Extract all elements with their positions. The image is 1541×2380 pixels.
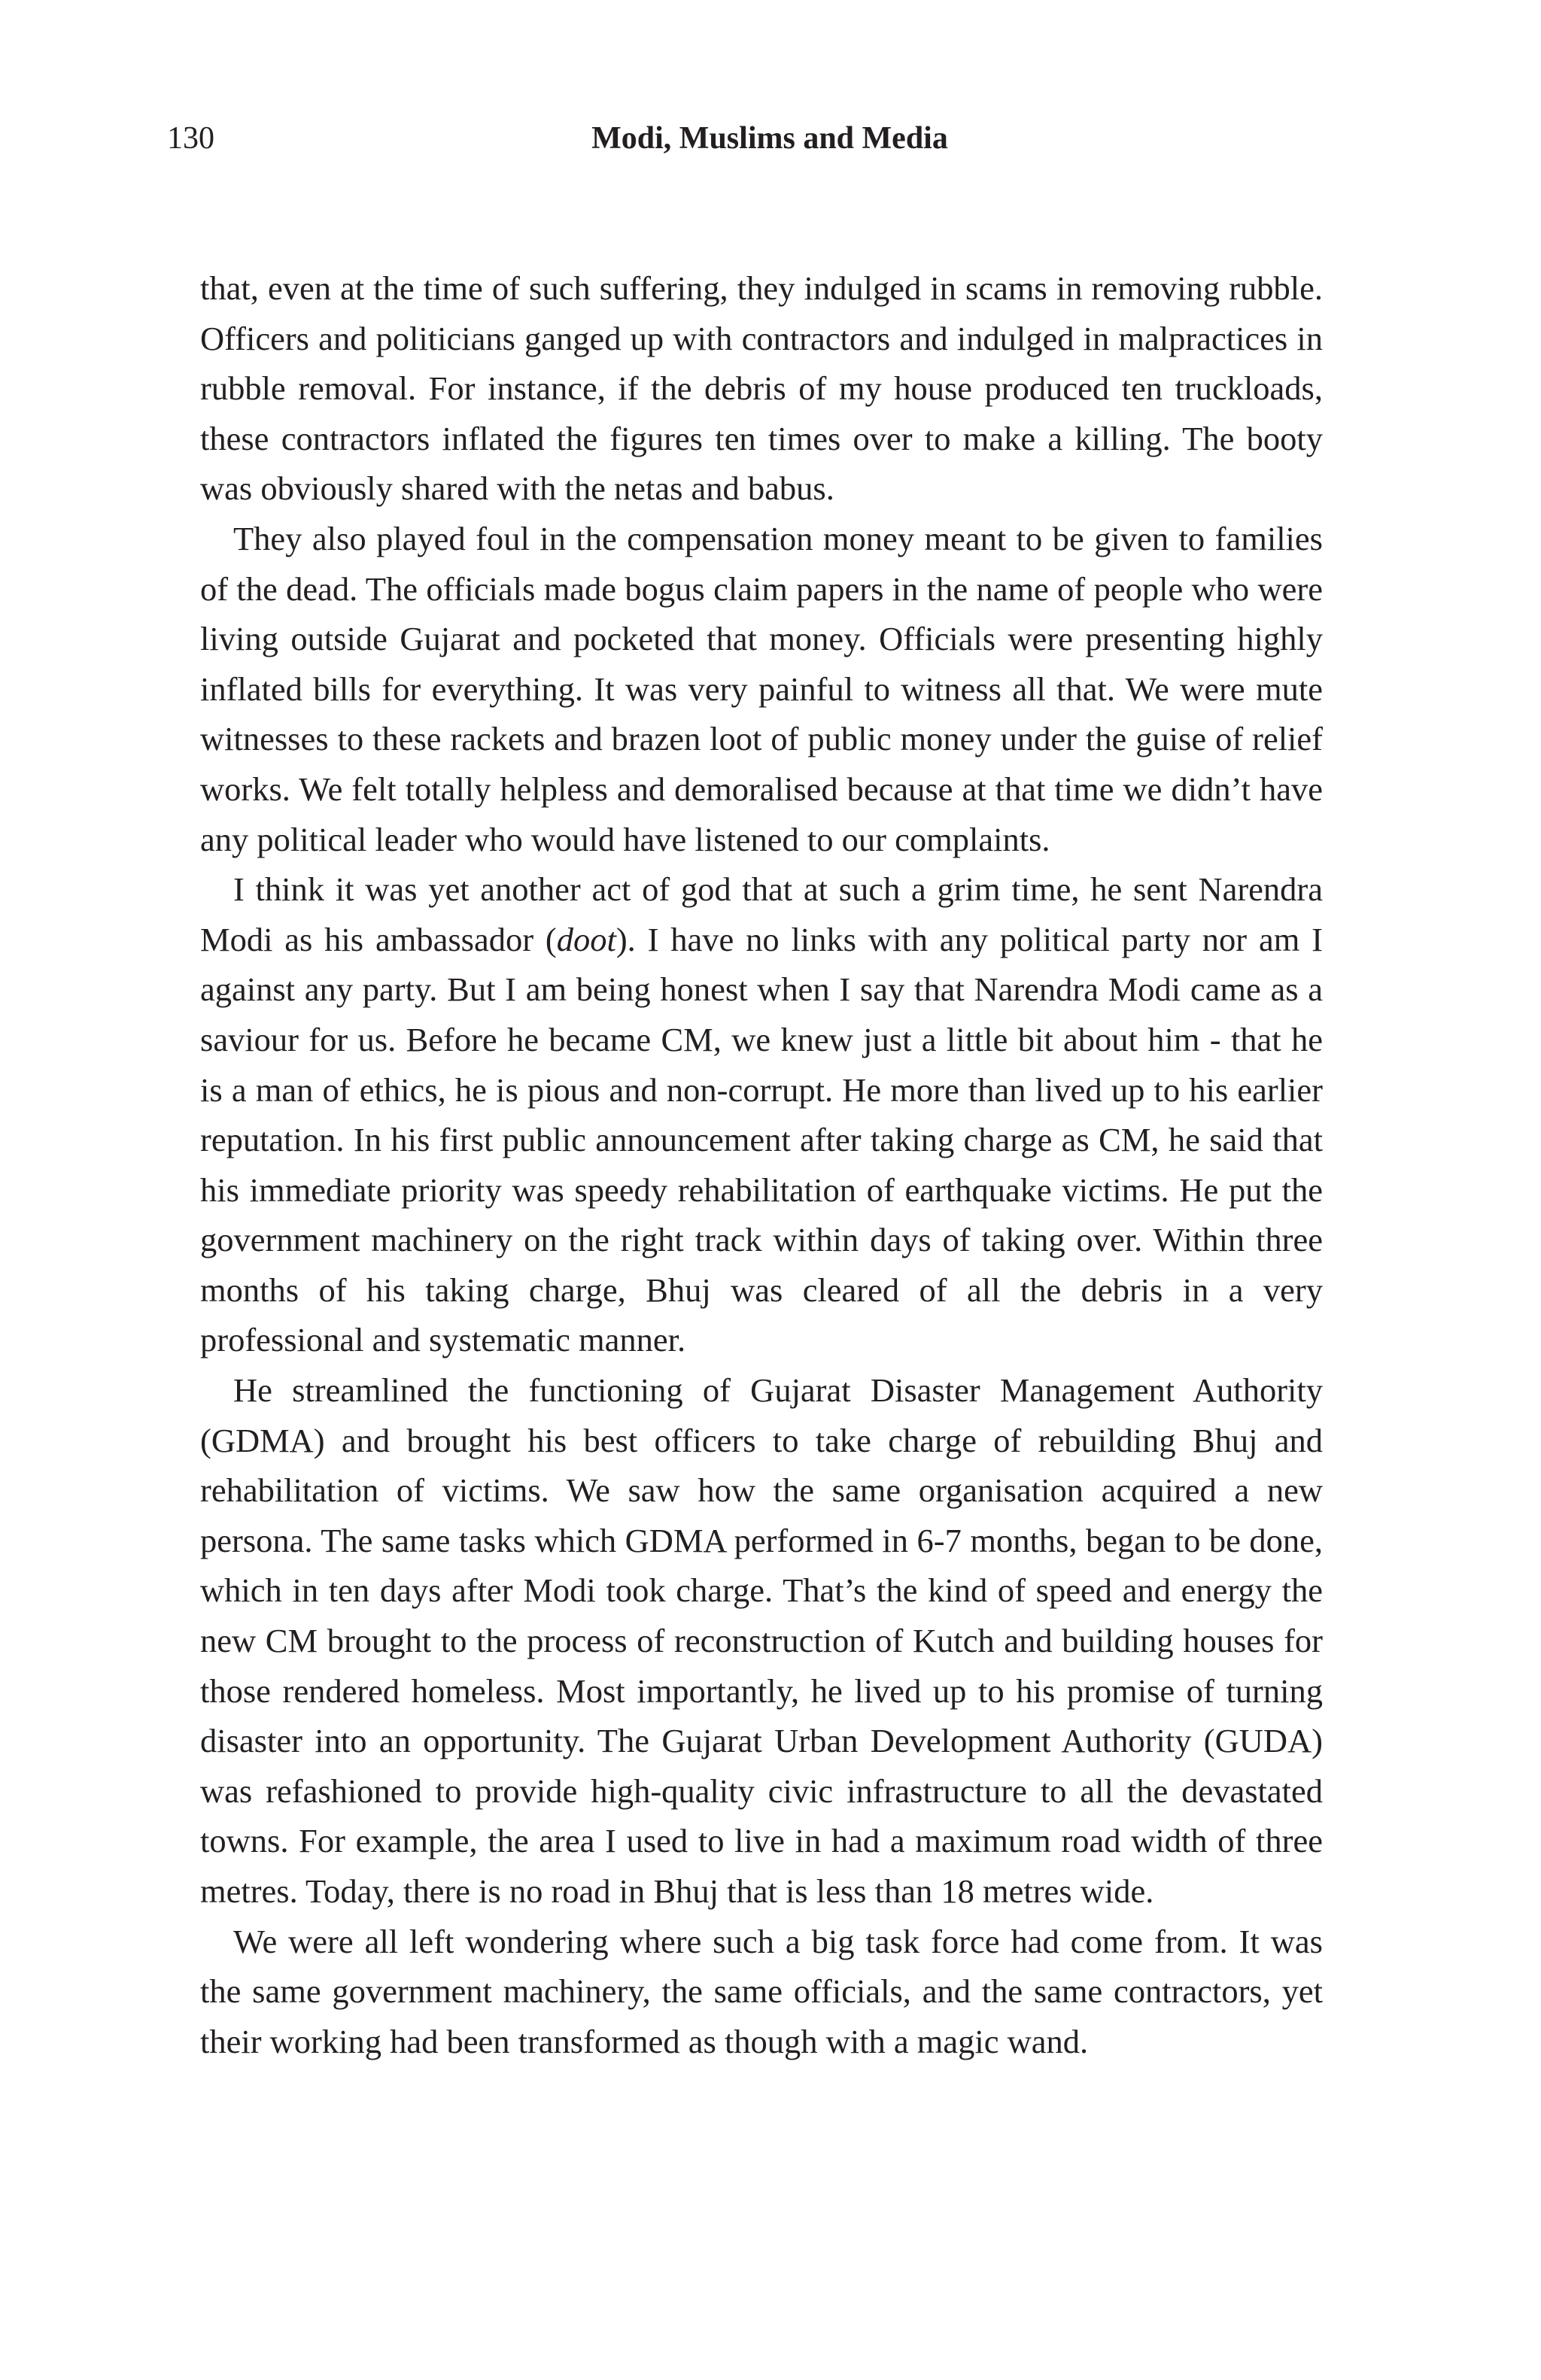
paragraph-3 [200, 864, 1323, 1365]
page-number: 130 [167, 121, 214, 156]
paragraph-5: We were all left wondering where such a big task force had come from. It was the same government machinery, the same officials, and the same contractors, yet their working had been transformed as though with a magic wand. [200, 1922, 1323, 2060]
paragraph-3-italic-term: doot [556, 920, 616, 958]
paragraph-3-text-after: ). I have no links with any political party nor am I against any party. But I am being honest when I say that Narendra Modi came as a saviour for us. Before he became CM, we knew just a little bit about him - that he is a man of ethics, he is pious and non-corrupt. He more than lived up to his earlier reputation. In his first public announcement after taking charge as CM, he said that his immediate priority was speedy rehabilitation of earthquake victims. He put the government machinery on the right track within days of taking over. Within three months of his taking charge, Bhuj was cleared of all the debris in a very professional and systematic manner. [200, 920, 1323, 1359]
body-text [200, 263, 1323, 2066]
paragraph-1: that, even at the time of such suffering, they indulged in scams in removing rubble. Officers and politicians ganged up with contractors and indulged in malpractices in rubble removal. For instance, if the debris of my house produced ten truckloads, these contractors inflated the figures ten times over to make a killing. The booty was obviously shared with the netas and babus. [200, 269, 1323, 508]
paragraph-2: They also played foul in the compensation money meant to be given to families of the dead. The officials made bogus claim papers in the name of people who were living outside Gujarat and pocketed that money. Officials were presenting highly inflated bills for everything. It was very painful to witness all that. We were mute witnesses to these rackets and brazen loot of public money under the guise of relief works. We felt totally helpless and demoralised because at that time we didn’t have any political leader who would have listened to our complaints. [200, 519, 1323, 858]
page-header [167, 116, 1372, 161]
paragraph-4: He streamlined the functioning of Gujarat Disaster Management Authority (GDMA) and brought his best officers to take charge of rebuilding Bhuj and rehabilitation of victims. We saw how the same organisation acquired a new persona. The same tasks which GDMA performed in 6-7 months, began to be done, which in ten days after Modi took charge. That’s the kind of speed and energy the new CM brought to the process of reconstruction of Kutch and building houses for those rendered homeless. Most importantly, he lived up to his promise of turning disaster into an opportunity. The Gujarat Urban Development Authority (GUDA) was refashioned to provide high-quality civic infrastructure to all the devastated towns. For example, the area I used to live in had a maximum road width of three metres. Today, there is no road in Bhuj that is less than 18 metres wide. [200, 1371, 1323, 1910]
running-title: Modi, Muslims and Media [591, 121, 948, 156]
paragraph-3-text-before: I think it was yet another act of god that at such a grim time, he sent Narendra Modi as his ambassador ( [200, 870, 1323, 958]
